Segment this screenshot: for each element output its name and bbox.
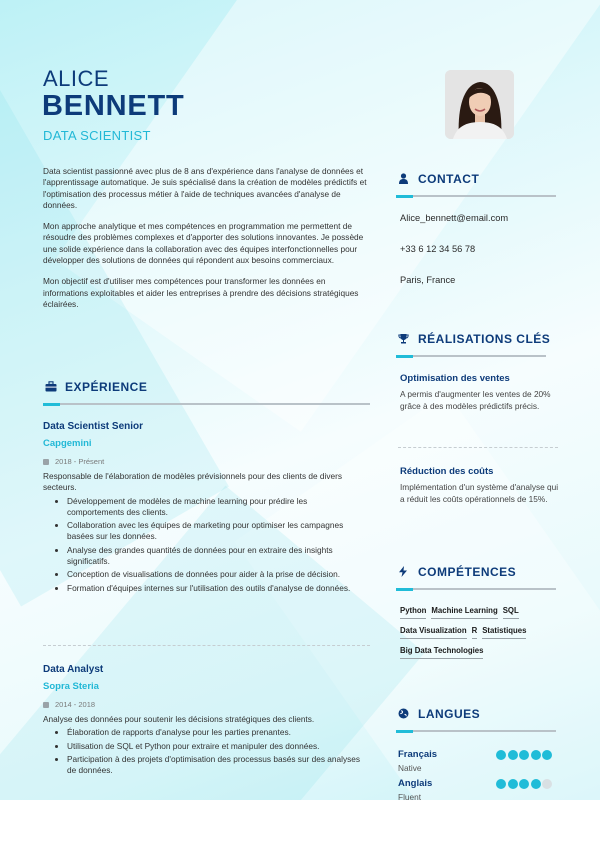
rating-dot-filled [508,750,518,760]
rule-accent [396,355,413,358]
language-level: Fluent [398,792,422,802]
achievement-text: A permis d'augmenter les ventes de 20% grâce à des modèles prédictifs précis. [400,389,551,411]
rule-accent [396,588,413,591]
language-name: Français [398,749,438,760]
achievements-heading [398,332,550,346]
person-icon [398,173,412,185]
job-bullet: Développement de modèles de machine learning pour prédire les comportements des clients. [43,496,363,519]
job-company: Capgemini [43,438,92,449]
experience-item [43,664,363,778]
job-bullet: Conception de visualisations de données pour aider à la prise de décision. [43,569,363,580]
language-item [398,778,558,802]
job-company: Sopra Steria [43,681,99,692]
rating-dot-filled [508,779,518,789]
language-level: Native [398,763,422,773]
skills-row [400,646,560,659]
job-dates-text: 2014 - 2018 [55,700,96,709]
language-item [398,749,558,773]
job-bullet: Analyse des grandes quantités de données pour en extraire des insights significatifs. [43,545,363,568]
achievements-title: RÉALISATIONS CLÉS [418,332,551,346]
language-rating [496,779,554,789]
job-dates-text: 2018 - Présent [55,457,105,466]
skill-tag: SQL [503,606,519,619]
rating-dot-filled [519,750,529,760]
languages-heading [398,707,480,721]
rule-accent [396,195,413,198]
skill-tag: Big Data Technologies [400,646,483,659]
contact-phone[interactable]: +33 6 12 34 56 78 [400,244,476,254]
job-dates [43,700,363,709]
contact-email[interactable]: Alice_bennett@email.com [400,213,509,223]
achievement-item [400,373,560,412]
rating-dot-filled [496,750,506,760]
profile-summary [43,166,370,320]
skills-row [400,626,560,639]
rule-accent [43,403,60,406]
job-role: Data Analyst [43,664,104,675]
job-description: Analyse des données pour soutenir les décisions stratégiques des clients. [43,714,315,724]
rating-dot-filled [542,750,552,760]
job-bullet: Collaboration avec les équipes de marketing pour optimiser les campagnes basées sur les données. [43,520,363,543]
achievement-title: Réduction des coûts [400,466,494,477]
achievement-text: Implémentation d'un système d'analyse qui a réduit les coûts opérationnels de 15%. [400,482,559,504]
first-name: ALICE [43,66,110,91]
summary-paragraph: Mon approche analytique et mes compétences en programmation me permettent de résoudre des problèmes complexes et d'apporter des solutions innovantes. Je possède une solide expérience dans la collaboration avec des équipes interfonctionnelles pour développer des solutions de données qui répondent aux besoins commerciaux. [43,221,364,266]
skills-heading [398,565,516,579]
skills-row [400,606,560,619]
languages-rule [396,730,556,732]
contact-heading [398,172,479,186]
skill-tag: R [472,626,478,639]
job-bullets [43,496,363,594]
profile-photo [445,70,514,139]
job-bullet: Participation à des projets d'optimisation des processus basés sur des analyses de données. [43,754,363,777]
job-bullet: Utilisation de SQL et Python pour extraire et manipuler des données. [43,741,363,752]
skills-rule [396,588,556,590]
experience-rule [43,403,370,405]
rating-dot-filled [531,750,541,760]
separator [398,447,558,448]
lightning-icon [398,566,412,578]
rating-dot-filled [531,779,541,789]
rating-dot-filled [496,779,506,789]
job-dates [43,457,363,466]
portrait-image [445,70,514,139]
contact-title: CONTACT [418,172,480,186]
job-bullets [43,727,363,776]
briefcase-icon [45,381,59,393]
job-role: Data Scientist Senior [43,421,144,432]
job-bullet: Élaboration de rapports d'analyse pour les parties prenantes. [43,727,363,738]
separator [43,645,370,646]
rating-dot-empty [542,779,552,789]
globe-icon [398,708,412,720]
rating-dot-filled [519,779,529,789]
languages-title: LANGUES [418,707,481,721]
experience-item [43,421,363,596]
summary-paragraph: Data scientist passionné avec plus de 8 ans d'expérience dans l'analyse de données et l'apprentissage automatique. Je suis spécialisé dans la création de modèles prédictifs et l'optimisation des processus métier à l'aide de techniques avancées d'analyse de données. [43,166,367,210]
last-name: BENNETT [42,90,185,122]
contact-rule [396,195,556,197]
skills-title: COMPÉTENCES [418,565,517,579]
job-title: DATA SCIENTIST [43,128,151,143]
job-bullet: Formation d'équipes internes sur l'utilisation des outils d'analyse de données. [43,583,363,594]
language-name: Anglais [398,778,433,789]
contact-location: Paris, France [400,275,456,285]
achievement-item [400,466,560,505]
calendar-icon [43,702,49,708]
skill-tag: Data Visualization [400,626,467,639]
skill-tag: Machine Learning [431,606,497,619]
calendar-icon [43,459,49,465]
achievement-title: Optimisation des ventes [400,373,510,384]
experience-heading [45,380,147,394]
achievements-rule [396,355,546,357]
skill-tag: Statistiques [482,626,526,639]
rule-accent [396,730,413,733]
job-description: Responsable de l'élaboration de modèles prévisionnels pour des clients de divers secteurs. [43,471,343,493]
skills-list [400,606,560,666]
summary-paragraph: Mon objectif est d'utiliser mes compétences pour transformer les données en informations exploitables et aider les entreprises à prendre des décisions stratégiques éclairées. [43,276,359,309]
language-rating [496,750,554,760]
trophy-icon [398,333,412,345]
skill-tag: Python [400,606,426,619]
experience-title: EXPÉRIENCE [65,380,148,394]
